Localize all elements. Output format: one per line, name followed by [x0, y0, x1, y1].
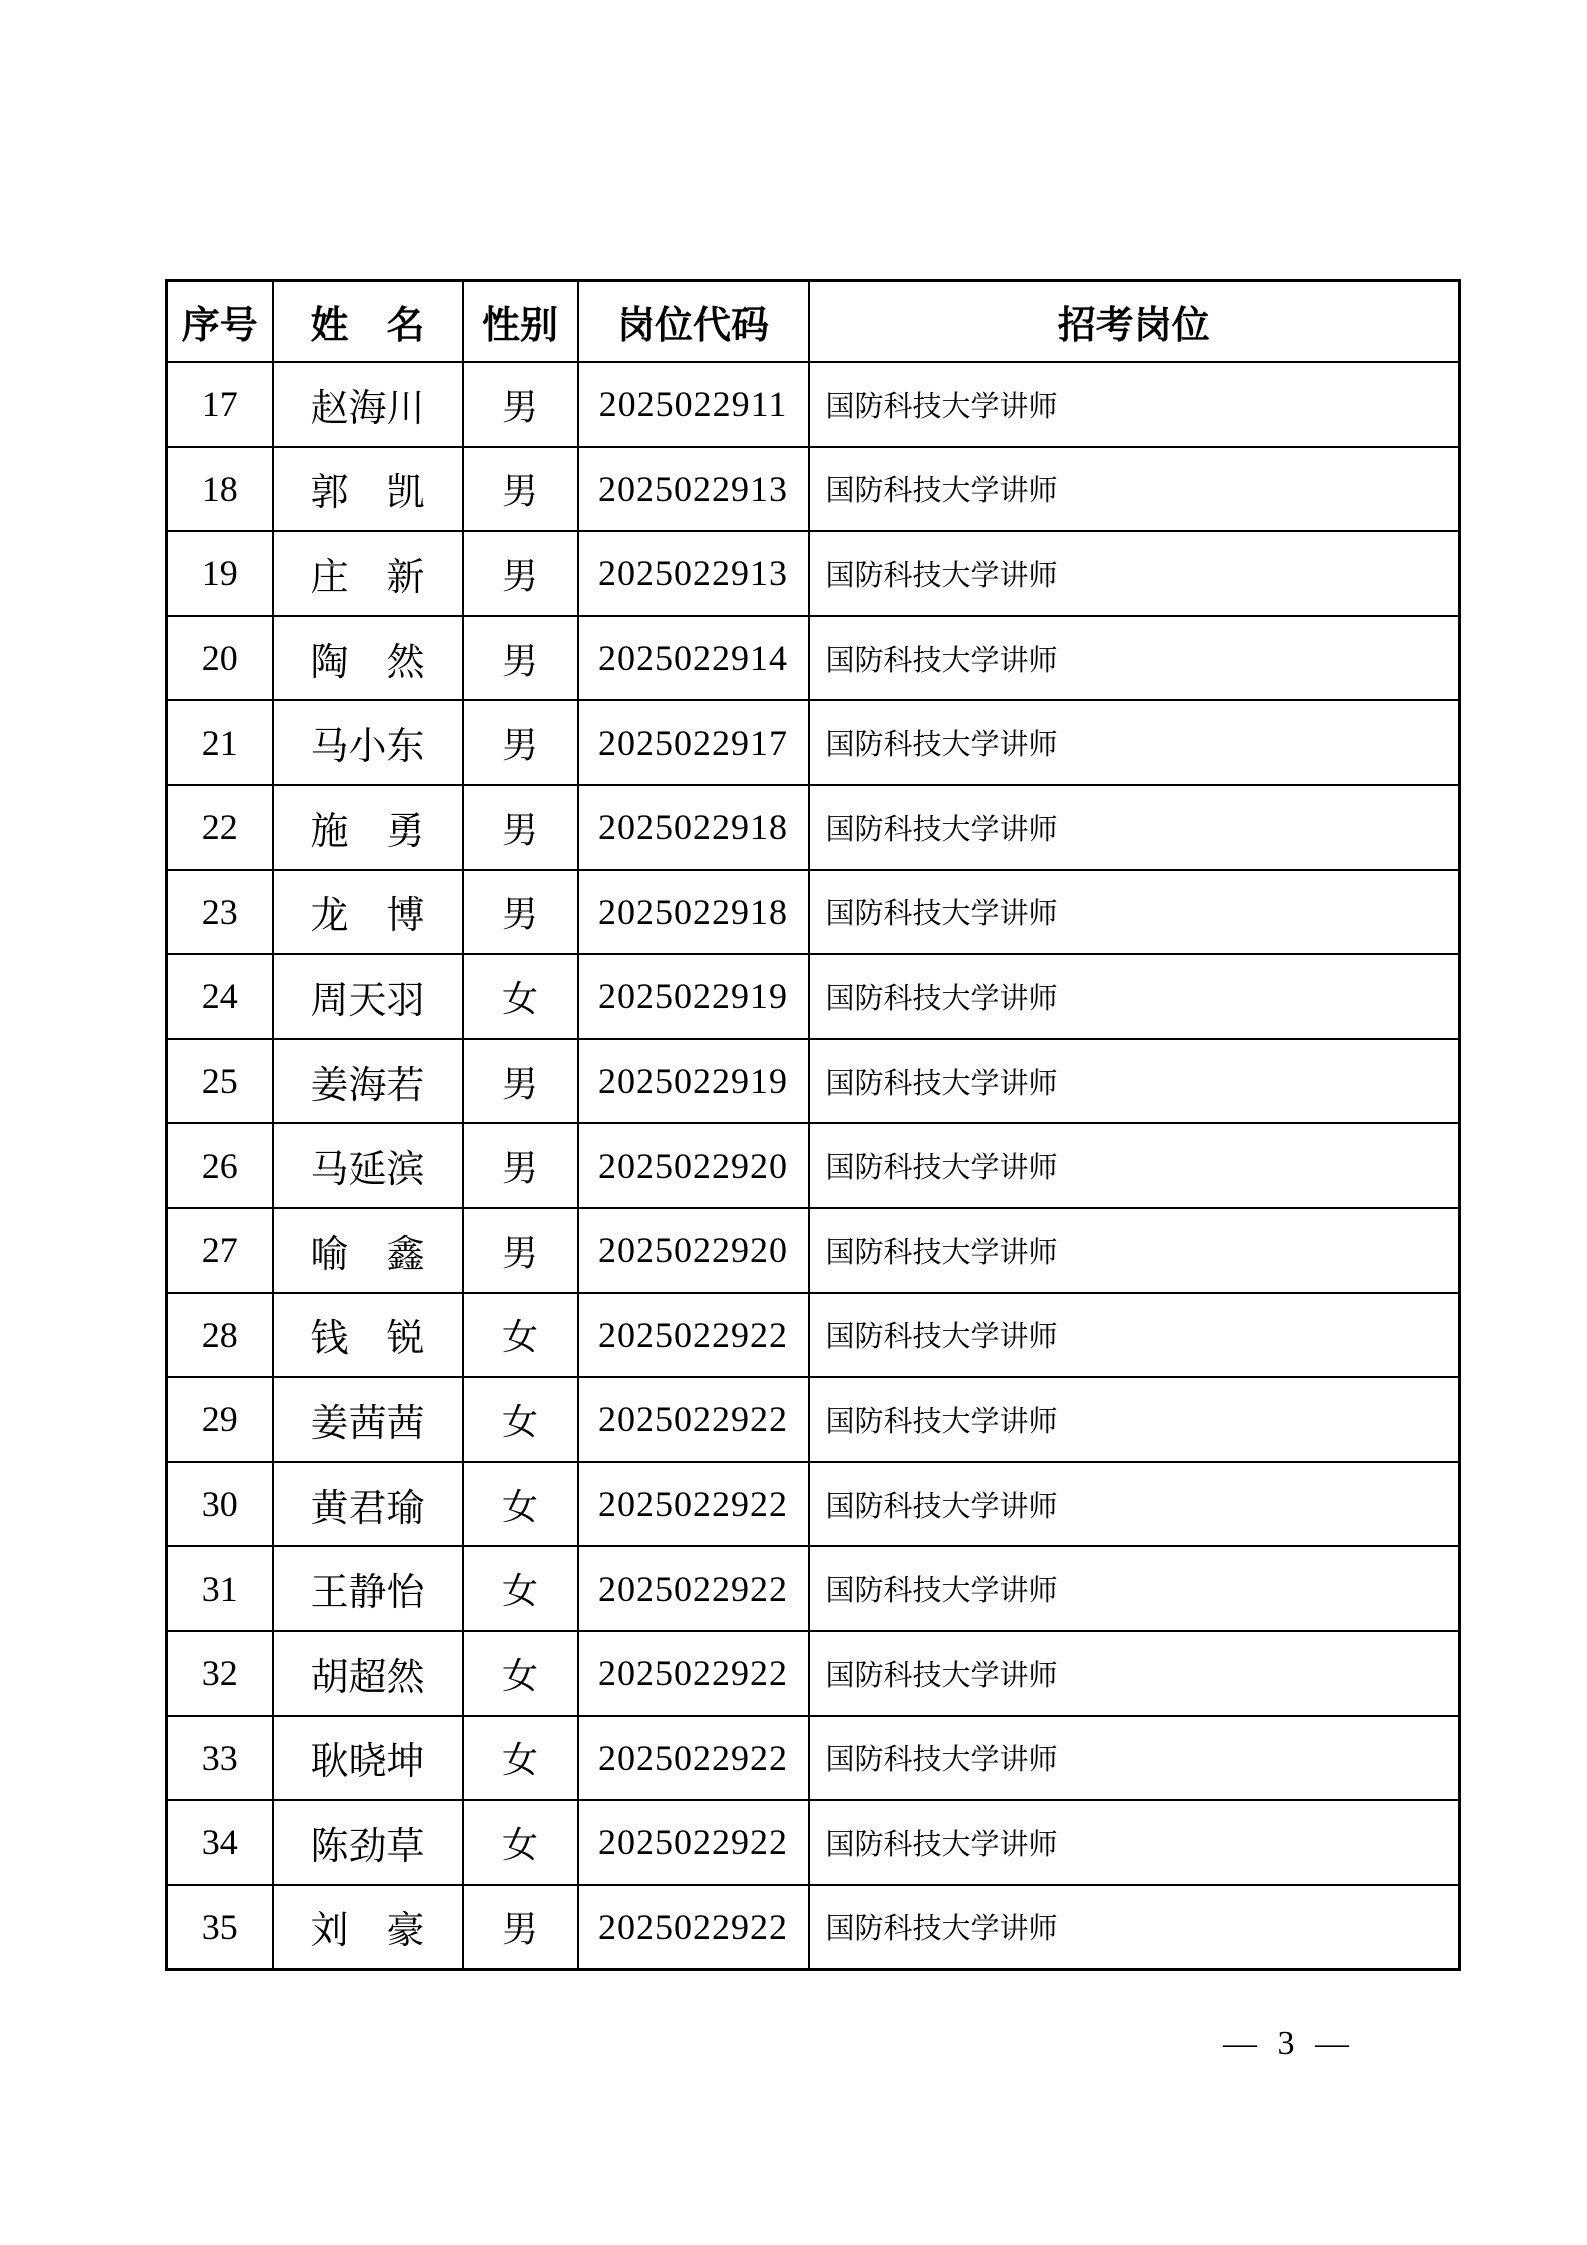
- cell-gender: 女: [463, 1716, 578, 1801]
- cell-position: 国防科技大学讲师: [809, 531, 1460, 616]
- table-row: [167, 1377, 1460, 1462]
- recruitment-roster-table: [165, 279, 1461, 1971]
- table-row: [167, 1631, 1460, 1716]
- cell-name: 周天羽: [273, 954, 463, 1039]
- cell-job-code: 2025022919: [578, 954, 809, 1039]
- cell-job-code: 2025022922: [578, 1885, 809, 1970]
- table-header: [167, 281, 1460, 363]
- cell-job-code: 2025022914: [578, 616, 809, 701]
- cell-name: 姜海若: [273, 1039, 463, 1124]
- cell-position: 国防科技大学讲师: [809, 954, 1460, 1039]
- cell-position: 国防科技大学讲师: [809, 785, 1460, 870]
- cell-job-code: 2025022911: [578, 362, 809, 447]
- table-row: [167, 1716, 1460, 1801]
- cell-position: 国防科技大学讲师: [809, 447, 1460, 532]
- cell-job-code: 2025022918: [578, 785, 809, 870]
- cell-position: 国防科技大学讲师: [809, 1377, 1460, 1462]
- cell-job-code: 2025022920: [578, 1123, 809, 1208]
- table-row: [167, 531, 1460, 616]
- cell-position: 国防科技大学讲师: [809, 616, 1460, 701]
- cell-job-code: 2025022913: [578, 447, 809, 532]
- cell-job-code: 2025022922: [578, 1800, 809, 1885]
- cell-serial-number: 29: [167, 1377, 273, 1462]
- cell-name: 王静怡: [273, 1546, 463, 1631]
- cell-position: 国防科技大学讲师: [809, 700, 1460, 785]
- table-row: [167, 1293, 1460, 1378]
- cell-serial-number: 26: [167, 1123, 273, 1208]
- cell-position: 国防科技大学讲师: [809, 870, 1460, 955]
- cell-job-code: 2025022922: [578, 1631, 809, 1716]
- cell-name: 钱 锐: [273, 1293, 463, 1378]
- cell-serial-number: 25: [167, 1039, 273, 1124]
- cell-serial-number: 20: [167, 616, 273, 701]
- col-header-position: 招考岗位: [809, 281, 1460, 363]
- cell-gender: 男: [463, 700, 578, 785]
- cell-gender: 女: [463, 1462, 578, 1547]
- table-row: [167, 1208, 1460, 1293]
- cell-job-code: 2025022922: [578, 1293, 809, 1378]
- table-row: [167, 870, 1460, 955]
- cell-gender: 男: [463, 531, 578, 616]
- cell-name: 庄 新: [273, 531, 463, 616]
- cell-serial-number: 18: [167, 447, 273, 532]
- cell-position: 国防科技大学讲师: [809, 1039, 1460, 1124]
- cell-name: 胡超然: [273, 1631, 463, 1716]
- col-header-job-code: 岗位代码: [578, 281, 809, 363]
- cell-gender: 男: [463, 447, 578, 532]
- cell-job-code: 2025022922: [578, 1716, 809, 1801]
- cell-gender: 男: [463, 1123, 578, 1208]
- cell-gender: 男: [463, 1039, 578, 1124]
- col-header-name: 姓 名: [273, 281, 463, 363]
- cell-name: 刘 豪: [273, 1885, 463, 1970]
- cell-name: 喻 鑫: [273, 1208, 463, 1293]
- cell-serial-number: 32: [167, 1631, 273, 1716]
- cell-name: 龙 博: [273, 870, 463, 955]
- cell-serial-number: 17: [167, 362, 273, 447]
- cell-serial-number: 23: [167, 870, 273, 955]
- cell-serial-number: 24: [167, 954, 273, 1039]
- cell-job-code: 2025022922: [578, 1546, 809, 1631]
- cell-name: 耿晓坤: [273, 1716, 463, 1801]
- cell-serial-number: 31: [167, 1546, 273, 1631]
- cell-name: 陶 然: [273, 616, 463, 701]
- table-row: [167, 362, 1460, 447]
- cell-job-code: 2025022919: [578, 1039, 809, 1124]
- cell-serial-number: 21: [167, 700, 273, 785]
- cell-gender: 男: [463, 785, 578, 870]
- table-row: [167, 1546, 1460, 1631]
- table-row: [167, 1800, 1460, 1885]
- cell-job-code: 2025022913: [578, 531, 809, 616]
- cell-serial-number: 19: [167, 531, 273, 616]
- cell-job-code: 2025022920: [578, 1208, 809, 1293]
- cell-serial-number: 34: [167, 1800, 273, 1885]
- cell-gender: 男: [463, 616, 578, 701]
- cell-job-code: 2025022922: [578, 1377, 809, 1462]
- table-header-row: [167, 281, 1460, 363]
- cell-job-code: 2025022922: [578, 1462, 809, 1547]
- table-row: [167, 700, 1460, 785]
- cell-gender: 男: [463, 870, 578, 955]
- table-row: [167, 785, 1460, 870]
- cell-gender: 男: [463, 362, 578, 447]
- cell-name: 施 勇: [273, 785, 463, 870]
- table-row: [167, 616, 1460, 701]
- cell-gender: 女: [463, 1293, 578, 1378]
- table-body: [167, 362, 1460, 1970]
- cell-job-code: 2025022917: [578, 700, 809, 785]
- cell-position: 国防科技大学讲师: [809, 1885, 1460, 1970]
- cell-name: 黄君瑜: [273, 1462, 463, 1547]
- cell-gender: 男: [463, 1885, 578, 1970]
- cell-gender: 女: [463, 1377, 578, 1462]
- cell-serial-number: 28: [167, 1293, 273, 1378]
- table-row: [167, 1462, 1460, 1547]
- cell-name: 郭 凯: [273, 447, 463, 532]
- cell-gender: 女: [463, 1800, 578, 1885]
- table-row: [167, 1039, 1460, 1124]
- cell-name: 赵海川: [273, 362, 463, 447]
- col-header-gender: 性别: [463, 281, 578, 363]
- cell-position: 国防科技大学讲师: [809, 1800, 1460, 1885]
- cell-position: 国防科技大学讲师: [809, 1208, 1460, 1293]
- cell-serial-number: 22: [167, 785, 273, 870]
- cell-position: 国防科技大学讲师: [809, 1123, 1460, 1208]
- cell-gender: 男: [463, 1208, 578, 1293]
- cell-position: 国防科技大学讲师: [809, 1546, 1460, 1631]
- cell-name: 马延滨: [273, 1123, 463, 1208]
- cell-serial-number: 33: [167, 1716, 273, 1801]
- page-number: — 3 —: [1223, 2025, 1349, 2062]
- cell-gender: 女: [463, 1546, 578, 1631]
- cell-gender: 女: [463, 954, 578, 1039]
- cell-position: 国防科技大学讲师: [809, 1716, 1460, 1801]
- table-row: [167, 447, 1460, 532]
- cell-position: 国防科技大学讲师: [809, 1293, 1460, 1378]
- cell-serial-number: 35: [167, 1885, 273, 1970]
- cell-name: 陈劲草: [273, 1800, 463, 1885]
- cell-position: 国防科技大学讲师: [809, 1462, 1460, 1547]
- cell-job-code: 2025022918: [578, 870, 809, 955]
- cell-gender: 女: [463, 1631, 578, 1716]
- cell-position: 国防科技大学讲师: [809, 1631, 1460, 1716]
- cell-serial-number: 30: [167, 1462, 273, 1547]
- cell-serial-number: 27: [167, 1208, 273, 1293]
- cell-position: 国防科技大学讲师: [809, 362, 1460, 447]
- col-header-serial-number: 序号: [167, 281, 273, 363]
- table-row: [167, 1885, 1460, 1970]
- cell-name: 马小东: [273, 700, 463, 785]
- cell-name: 姜茜茜: [273, 1377, 463, 1462]
- table-row: [167, 1123, 1460, 1208]
- table-row: [167, 954, 1460, 1039]
